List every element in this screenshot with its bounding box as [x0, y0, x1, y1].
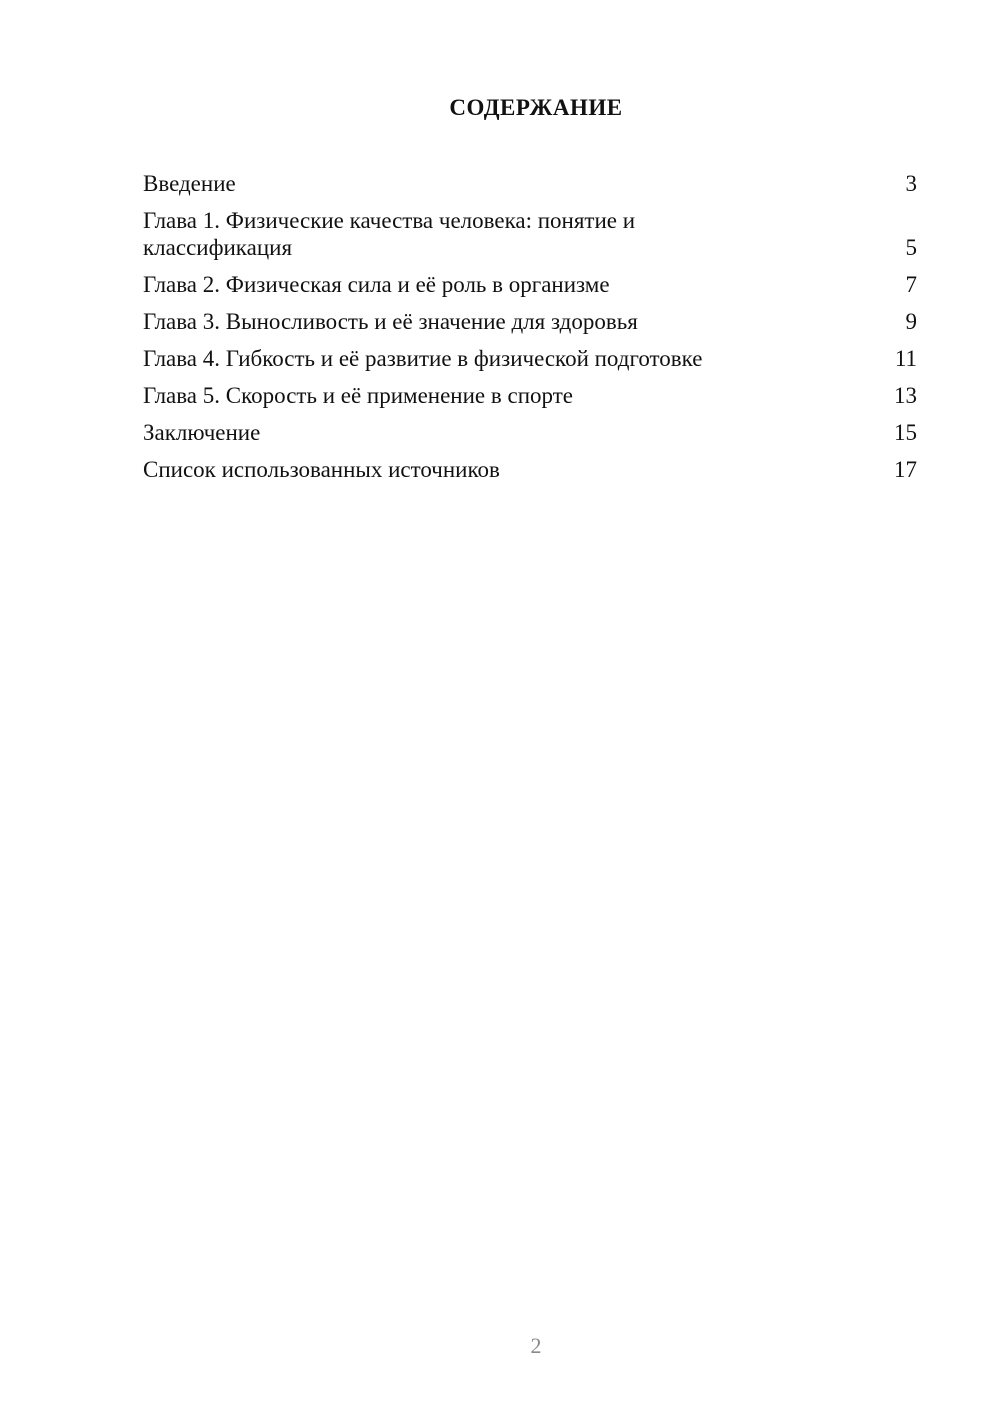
toc-entry-label: Введение	[143, 171, 236, 196]
toc-entry-page: 13	[894, 383, 917, 408]
toc-entry-page: 5	[905, 235, 917, 260]
toc-entry-page: 3	[905, 171, 917, 196]
toc-entry-chapter-2[interactable]	[143, 271, 919, 298]
toc-entry-label: Глава 4. Гибкость и её развитие в физической подготовке	[143, 346, 703, 371]
toc-entry-label: Глава 5. Скорость и её применение в спорте	[143, 383, 573, 408]
toc-entry-label: Список использованных источников	[143, 457, 500, 482]
toc-entry-chapter-5[interactable]	[143, 382, 919, 409]
toc-entry-introduction[interactable]	[143, 170, 919, 197]
table-of-contents	[143, 170, 919, 493]
toc-entry-chapter-1[interactable]	[143, 207, 919, 261]
page-number: 2	[530, 1333, 542, 1358]
page-title: СОДЕРЖАНИЕ	[449, 95, 623, 120]
toc-entry-label: Глава 1. Физические качества человека: понятие и классификация	[143, 208, 636, 260]
toc-entry-page: 7	[905, 272, 917, 297]
toc-entry-page: 17	[894, 457, 917, 482]
toc-entry-page: 11	[894, 346, 917, 371]
toc-entry-chapter-3[interactable]	[143, 308, 919, 335]
toc-entry-page: 9	[905, 309, 917, 334]
toc-entry-label: Глава 3. Выносливость и её значение для здоровья	[143, 309, 638, 334]
toc-entry-page: 15	[894, 420, 917, 445]
toc-entry-chapter-4[interactable]	[143, 345, 919, 372]
toc-entry-label: Глава 2. Физическая сила и её роль в организме	[143, 272, 610, 297]
toc-entry-conclusion[interactable]	[143, 419, 919, 446]
toc-entry-label: Заключение	[143, 420, 261, 445]
toc-entry-references[interactable]	[143, 456, 919, 483]
